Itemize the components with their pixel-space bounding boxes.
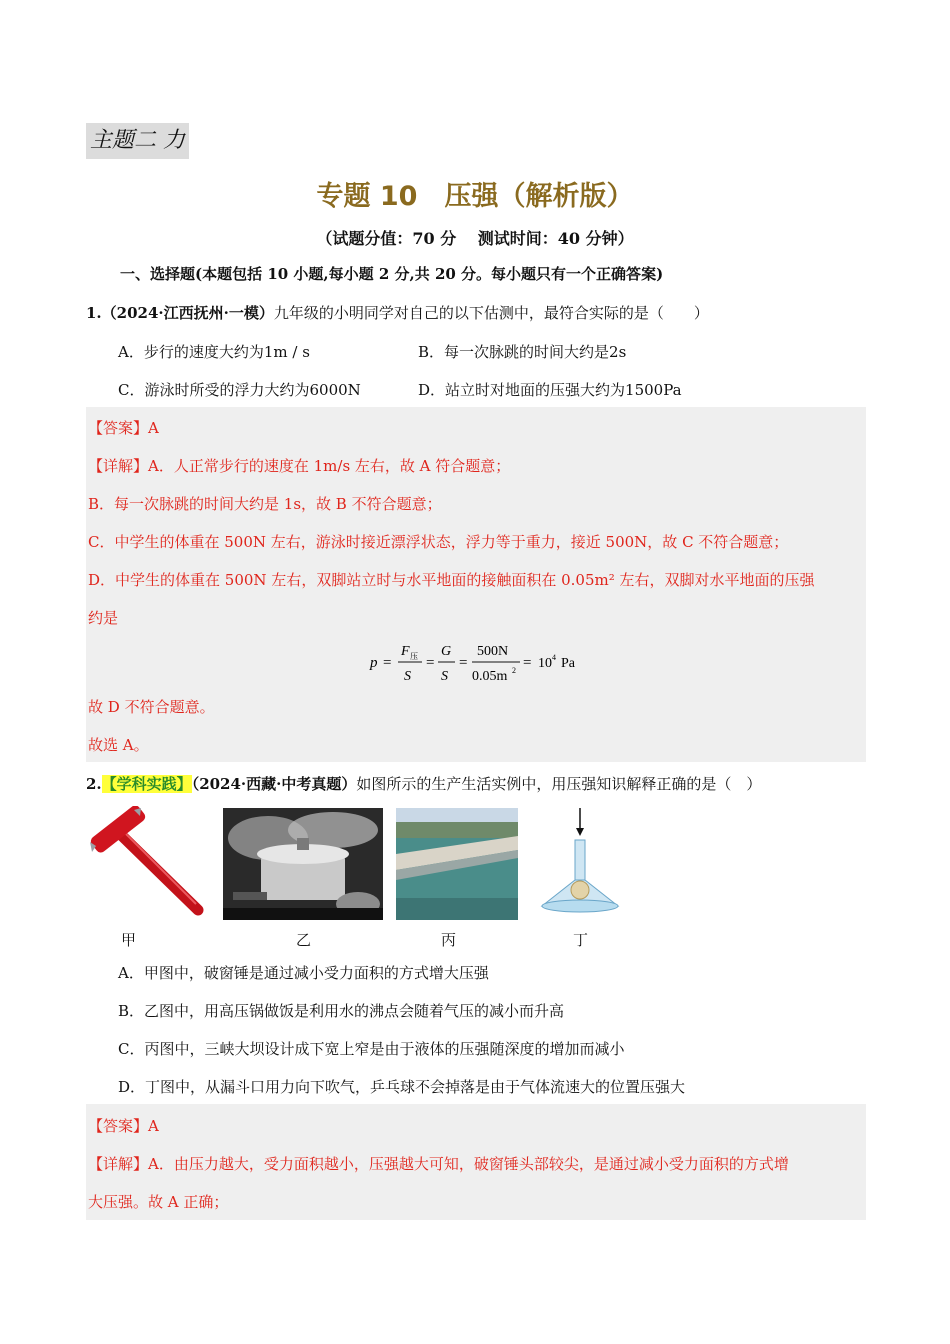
formula-s1: S: [404, 669, 411, 684]
funnel-image: [538, 806, 626, 918]
formula-eq1: =: [383, 655, 392, 671]
formula-f: F: [401, 644, 410, 659]
q2-source: （2024·西藏·中考真题）: [191, 775, 357, 793]
formula-den: 0.05m: [472, 669, 508, 684]
page-title: 专题 10 压强（解析版）: [316, 181, 634, 212]
funnel-arrow-head: [576, 828, 584, 836]
q2-option-c: C．丙图中，三峡大坝设计成下宽上窄是由于液体的压强随深度的增加而减小: [118, 1040, 625, 1058]
q2-option-a: A．甲图中，破窗锤是通过减小受力面积的方式增大压强: [118, 964, 489, 982]
formula-num: 500N: [477, 644, 509, 659]
topic-label: 主题二 力: [86, 123, 189, 159]
pressure-formula: [0, 640, 950, 686]
q1-explain-d1: D．中学生的体重在 500N 左右，双脚站立时与水平地面的接触面积在 0.05m² 左右，双脚对水平地面的压强: [88, 571, 815, 589]
page-subtitle: （试题分值：70 分 测试时间：40 分钟）: [316, 229, 634, 248]
q1-source: （2024·江西抚州·一模）: [101, 304, 274, 322]
cooker-stove: [223, 908, 383, 920]
q1-explain-b: B．每一次脉跳的时间大约是 1s，故 B 不符合题意；: [88, 495, 442, 513]
formula-s2: S: [441, 669, 448, 684]
q1-explain-d3: 故 D 不符合题意。: [88, 698, 215, 716]
q2-number: 2.: [86, 775, 102, 793]
formula-eq2: =: [426, 655, 435, 671]
cooker-handle: [233, 892, 267, 900]
q1-option-a: A．步行的速度大约为1m / s: [118, 343, 310, 361]
formula-unit: Pa: [561, 656, 575, 671]
q1-explain-label: 【详解】: [88, 457, 149, 475]
q2-explain-a1-text: A．由压力越大，受力面积越小，压强越大可知，破窗锤头部较尖，是通过减小受力面积的方式增: [148, 1155, 789, 1173]
formula-den-sup: 2: [512, 666, 516, 675]
q2-explain-label: 【详解】: [88, 1155, 149, 1173]
dam-hills: [396, 822, 518, 840]
funnel-stem: [575, 840, 585, 880]
q2-explain-a1: [88, 1153, 789, 1174]
q1-stem-line: [86, 302, 709, 323]
q1-option-b: B．每一次脉跳的时间大约是2s: [418, 343, 627, 361]
q1-stem: 九年级的小明同学对自己的以下估测中，最符合实际的是（ ）: [273, 304, 709, 322]
q1-explain-a-text: A．人正常步行的速度在 1m/s 左右，故 A 符合题意；: [148, 457, 511, 475]
caption-bing: 丙: [441, 931, 457, 949]
caption-ding: 丁: [573, 931, 589, 949]
caption-jia: 甲: [121, 931, 137, 949]
q1-explain-d2: 约是: [88, 609, 119, 627]
q1-option-c: C．游泳时所受的浮力大约为6000N: [118, 381, 361, 399]
q2-option-b: B．乙图中，用高压锅做饭是利用水的沸点会随着气压的减小而升高: [118, 1002, 565, 1020]
formula-eq3: =: [459, 655, 468, 671]
hammer-image: [86, 806, 206, 918]
q2-stem-line: [86, 773, 761, 794]
q2-option-d: D．丁图中，从漏斗口用力向下吹气，乒乓球不会掉落是由于气体流速大的位置压强大: [118, 1078, 686, 1096]
formula-result: 10: [538, 656, 552, 671]
q2-stem: 如图所示的生产生活实例中，用压强知识解释正确的是（ ）: [356, 775, 762, 793]
formula-eq4: =: [523, 655, 532, 671]
formula-result-sup: 4: [552, 653, 556, 662]
cooker-valve: [297, 838, 309, 850]
formula-p: p: [370, 655, 378, 671]
formula-f-sub: 压: [410, 652, 418, 661]
pressure-cooker-image: [223, 808, 383, 920]
pingpong-ball: [571, 881, 589, 899]
caption-yi: 乙: [296, 931, 312, 949]
dam-image: [396, 808, 518, 920]
q2-tag: 【学科实践】: [101, 775, 192, 793]
q1-explain-c: C．中学生的体重在 500N 左右，游泳时接近漂浮状态，浮力等于重力，接近 500N，故 C 不符合题意；: [88, 533, 789, 551]
funnel-rim: [542, 900, 618, 912]
q1-option-d: D．站立时对地面的压强大约为1500Pa: [418, 381, 682, 399]
q1-explain-a: [88, 455, 510, 476]
formula-g: G: [441, 644, 452, 659]
section-heading: 一、选择题(本题包括 10 小题,每小题 2 分,共 20 分。每小题只有一个正确答案): [120, 265, 664, 283]
q2-explain-a2: 大压强。故 A 正确；: [88, 1193, 229, 1211]
hammer-handle-highlight: [118, 826, 196, 904]
q1-conclusion: 故选 A。: [88, 736, 149, 754]
hammer-handle: [114, 828, 198, 910]
dam-river: [396, 898, 518, 920]
q1-answer: 【答案】A: [88, 419, 159, 437]
q1-number: 1.: [86, 304, 102, 322]
q2-answer: 【答案】A: [88, 1117, 159, 1135]
